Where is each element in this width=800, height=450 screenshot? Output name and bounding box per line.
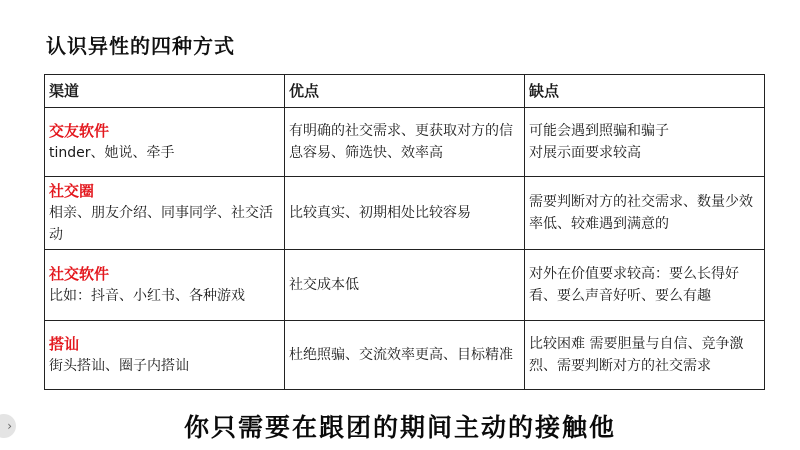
channel-examples: 相亲、朋友介绍、同事同学、社交活动 — [49, 205, 273, 243]
cons-cell — [525, 108, 765, 177]
chevron-right-icon[interactable]: › — [0, 414, 16, 438]
channel-name: 社交软件 — [49, 265, 110, 283]
cons-line: 可能会遇到照骗和骗子 — [529, 123, 669, 139]
pros-cell: 社交成本低 — [285, 250, 525, 321]
channel-cell — [45, 108, 285, 177]
header-channel: 渠道 — [45, 75, 285, 108]
channel-cell — [45, 177, 285, 250]
table-row — [45, 108, 765, 177]
channel-name: 社交圈 — [49, 182, 95, 200]
table-row — [45, 177, 765, 250]
channel-name: 交友软件 — [49, 122, 110, 140]
cons-cell: 需要判断对方的社交需求、数量少效率低、较难遇到满意的 — [525, 177, 765, 250]
channel-cell — [45, 321, 285, 390]
table-row — [45, 321, 765, 390]
cons-cell: 比较困难 需要胆量与自信、竞争激烈、需要判断对方的社交需求 — [525, 321, 765, 390]
cons-cell: 对外在价值要求较高：要么长得好看、要么声音好听、要么有趣 — [525, 250, 765, 321]
pros-cell: 有明确的社交需求、更获取对方的信息容易、筛选快、效率高 — [285, 108, 525, 177]
page-title: 认识异性的四种方式 — [46, 34, 235, 58]
channel-cell — [45, 250, 285, 321]
video-subtitle: 你只需要在跟团的期间主动的接触他 — [183, 413, 616, 442]
channel-examples: 比如：抖音、小红书、各种游戏 — [49, 288, 245, 304]
comparison-table — [44, 74, 765, 390]
channel-name: 搭讪 — [49, 335, 80, 353]
channel-examples: tinder、她说、牵手 — [49, 145, 175, 161]
pros-cell: 比较真实、初期相处比较容易 — [285, 177, 525, 250]
header-cons: 缺点 — [525, 75, 765, 108]
table-header-row — [45, 75, 765, 108]
pros-cell: 杜绝照骗、交流效率更高、目标精准 — [285, 321, 525, 390]
channel-examples: 街头搭讪、圈子内搭讪 — [49, 358, 189, 374]
cons-line: 对展示面要求较高 — [529, 145, 641, 161]
header-pros: 优点 — [285, 75, 525, 108]
table-row — [45, 250, 765, 321]
